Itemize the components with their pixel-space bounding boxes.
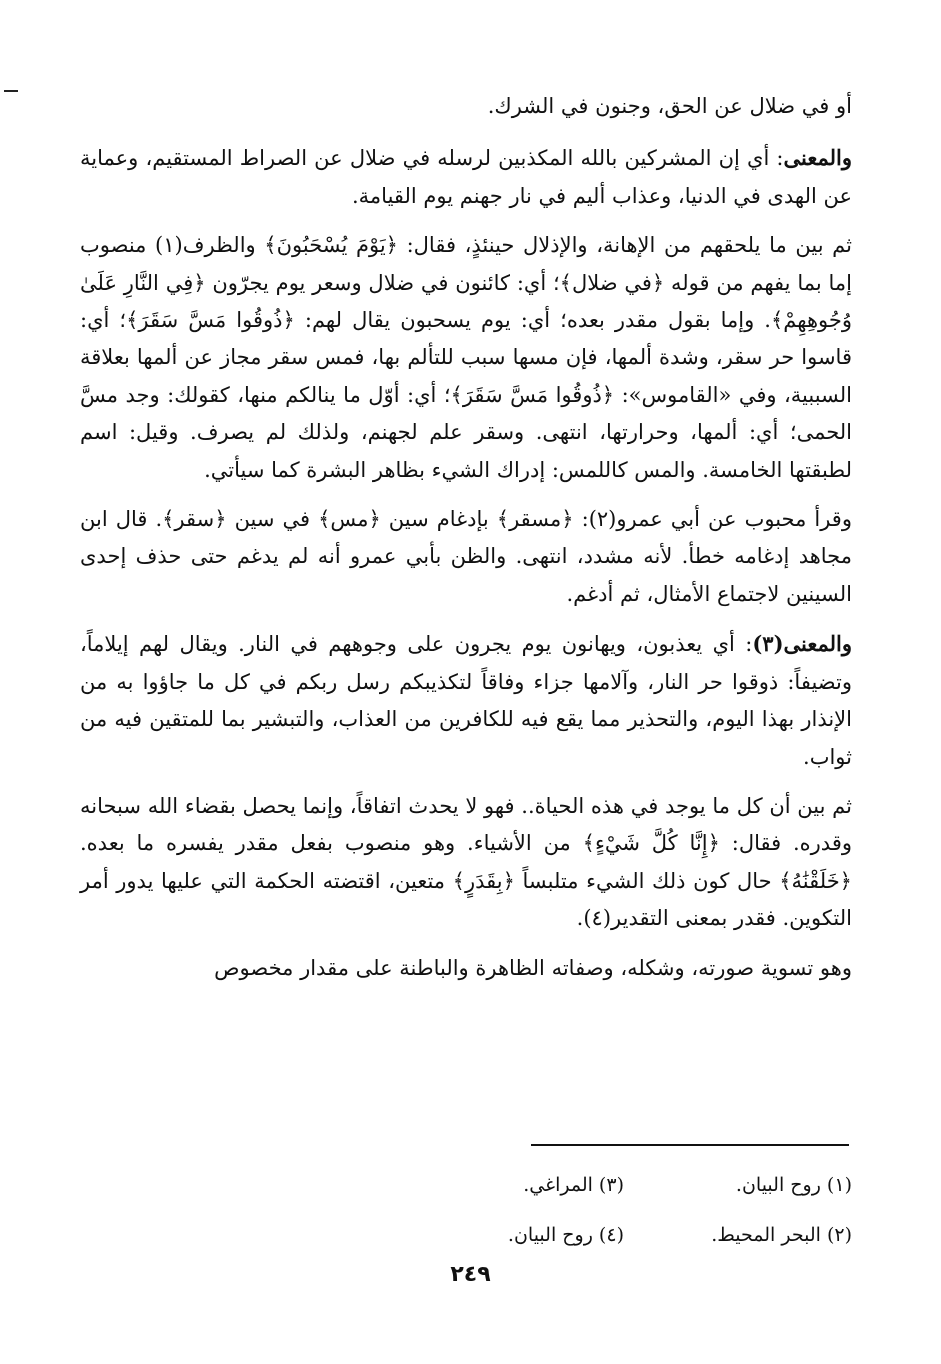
main-text xyxy=(80,88,852,999)
footnote-row xyxy=(300,1210,852,1260)
paragraph-5-text: : أي يعذبون، ويهانون يوم يجرون على وجوههم في النار. ويقال لهم إيلاماً، وتضيفاً: ذوقوا حر النار، وآلامها جزاء وفاقاً لتكذيبكم رسل ربكم في كل ما جاؤوا به من الإنذار بهذا اليوم، والتحذير مما يقع فيه للكافرين من العذاب، والتبشير بما للمتقين فيه من ثواب. xyxy=(80,632,852,769)
paragraph-5 xyxy=(80,625,852,776)
paragraph-5-lead: والمعنى(٣) xyxy=(752,631,852,657)
paragraph-3 xyxy=(80,227,852,489)
paragraph-7 xyxy=(80,950,852,987)
footnote-4: (٤) روح البيان. xyxy=(507,1224,624,1246)
paragraph-7-text: وهو تسوية صورته، وشكله، وصفاته الظاهرة والباطنة على مقدار مخصوص xyxy=(214,955,852,980)
paragraph-1-text: أو في ضلال عن الحق، وجنون في الشرك. xyxy=(487,94,852,118)
paragraph-2-text: : أي إن المشركين بالله المكذبين لرسله في ضلال عن الصراط المستقيم، وعماية عن الهدى في الدنيا، وعذاب أليم في نار جهنم يوم القيامة. xyxy=(80,146,852,208)
footnote-row xyxy=(300,1160,852,1210)
paragraph-6-text: ثم بين أن كل ما يوجد في هذه الحياة.. فهو لا يحدث اتفاقاً، وإنما يحصل بقضاء الله سبحانه وقدره. فقال: ﴿إِنَّا كُلَّ شَيْءٍ﴾ من الأشياء. وهو منصوب بفعل مقدر يفسره ما بعده. ﴿خَلَقْنَٰهُ﴾ حال كون ذلك الشيء متلبساً ﴿بِقَدَرٍ﴾ متعين، اقتضته الحكمة التي عليها يدور أمر التكوين. فقدر بمعنى التقدير(٤). xyxy=(80,793,853,931)
footnote-1: (١) روح البيان. xyxy=(735,1174,852,1196)
footnote-divider xyxy=(531,1144,849,1146)
footnotes xyxy=(300,1160,852,1260)
paragraph-3-text: ثم بين ما يلحقهم من الإهانة، والإذلال حينئذٍ، فقال: ﴿يَوْمَ يُسْحَبُونَ﴾ والظرف(١) منصوب إما بما يفهم من قوله ﴿في ضلال﴾؛ أي: كائنون في ضلال وسعر يوم يجرّون ﴿فِي النَّارِ عَلَىٰ وُجُوهِهِمْ﴾. وإما بقول مقدر بعده؛ أي: يوم يسحبون يقال لهم: ﴿ذُوقُوا مَسَّ سَقَرَ﴾؛ أي: قاسوا حر سقر، وشدة ألمها، فإن مسها سبب للتألم بها، فمس سقر مجاز عن ألمها بعلاقة السببية، وفي «القاموس»: ﴿ذُوقُوا مَسَّ سَقَرَ﴾؛ أي: أوّل ما ينالكم منها، كقولك: وجد مسَّ الحمى؛ أي: ألمها، وحرارتها، انتهى. وسقر علم لجهنم، ولذلك لم يصرف. وقيل: اسم لطبقتها الخامسة. والمس كاللمس: إدراك الشيء بظاهر البشرة كما سيأتي. xyxy=(80,233,852,482)
paragraph-2-lead: والمعنى xyxy=(783,145,852,171)
paragraph-4-text: وقرأ محبوب عن أبي عمرو(٢): ﴿مسقر﴾ بإدغام سين ﴿مس﴾ في سين ﴿سقر﴾. قال ابن مجاهد إدغامه خطأ. لأنه مشدد، انتهى. والظن بأبي عمرو أنه لم يدغم حتى حذف إحدى السينين لاجتماع الأمثال، ثم أدغم. xyxy=(80,507,852,606)
paragraph-1 xyxy=(80,88,852,125)
footnote-2: (٢) البحر المحيط. xyxy=(711,1224,852,1246)
footnote-3: (٣) المراغي. xyxy=(523,1174,624,1196)
paragraph-4 xyxy=(80,501,852,613)
margin-mark xyxy=(4,90,18,92)
paragraph-6 xyxy=(80,788,852,938)
paragraph-2 xyxy=(80,139,852,215)
page-number: ٢٤٩ xyxy=(450,1262,491,1287)
